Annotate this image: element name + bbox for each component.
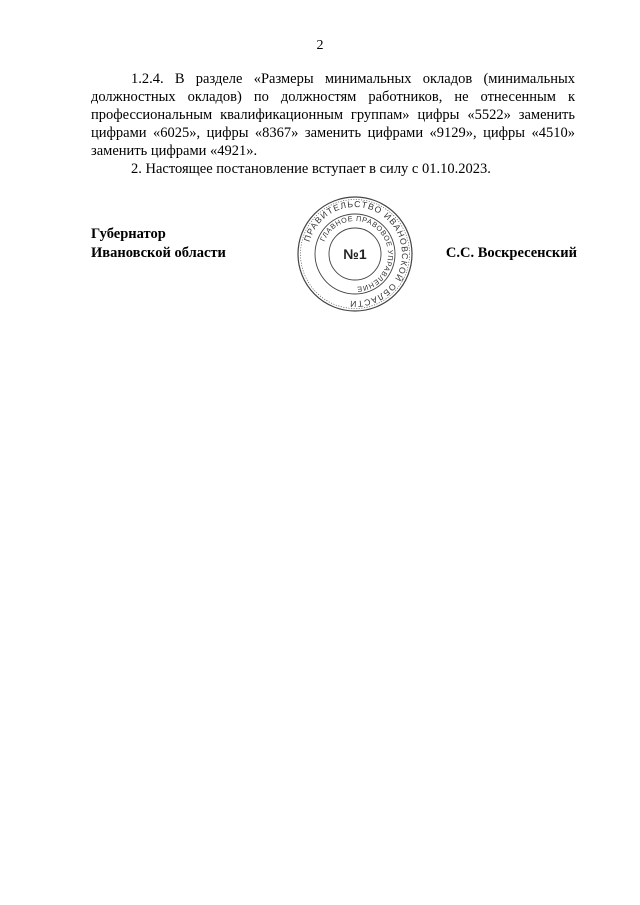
paragraph-1-2-4: 1.2.4. В разделе «Размеры минимальных окладов (минимальных должностных окладов) по должностям работников, не отнесенным к профессиональным квалификационным группам» цифры «5522» заменить цифрами «6025», цифры «8367» заменить цифрами «9129», цифры «4510» заменить цифрами «4921». <box>91 71 575 159</box>
paragraph-2: 2. Настоящее постановление вступает в силу с 01.10.2023. <box>131 161 491 177</box>
page-number: 2 <box>316 38 324 53</box>
signatory-name: С.С. Воскресенский <box>445 245 577 261</box>
seal-inner-text: ГЛАВНОЕ ПРАВОВОЕ УПРАВЛЕНИЕ <box>317 213 396 295</box>
document-body <box>91 70 575 178</box>
signatory-position-line-2: Ивановской области <box>91 245 226 261</box>
seal-center-number: №1 <box>343 246 367 262</box>
signatory-position-line-1: Губернатор <box>91 226 166 242</box>
official-seal-stamp <box>296 195 414 313</box>
seal-ring-text: ПРАВИТЕЛЬСТВО ИВАНОВСКОЙ ОБЛАСТИ <box>301 198 411 310</box>
signatory-position <box>91 225 226 263</box>
seal-graphic <box>296 195 414 313</box>
